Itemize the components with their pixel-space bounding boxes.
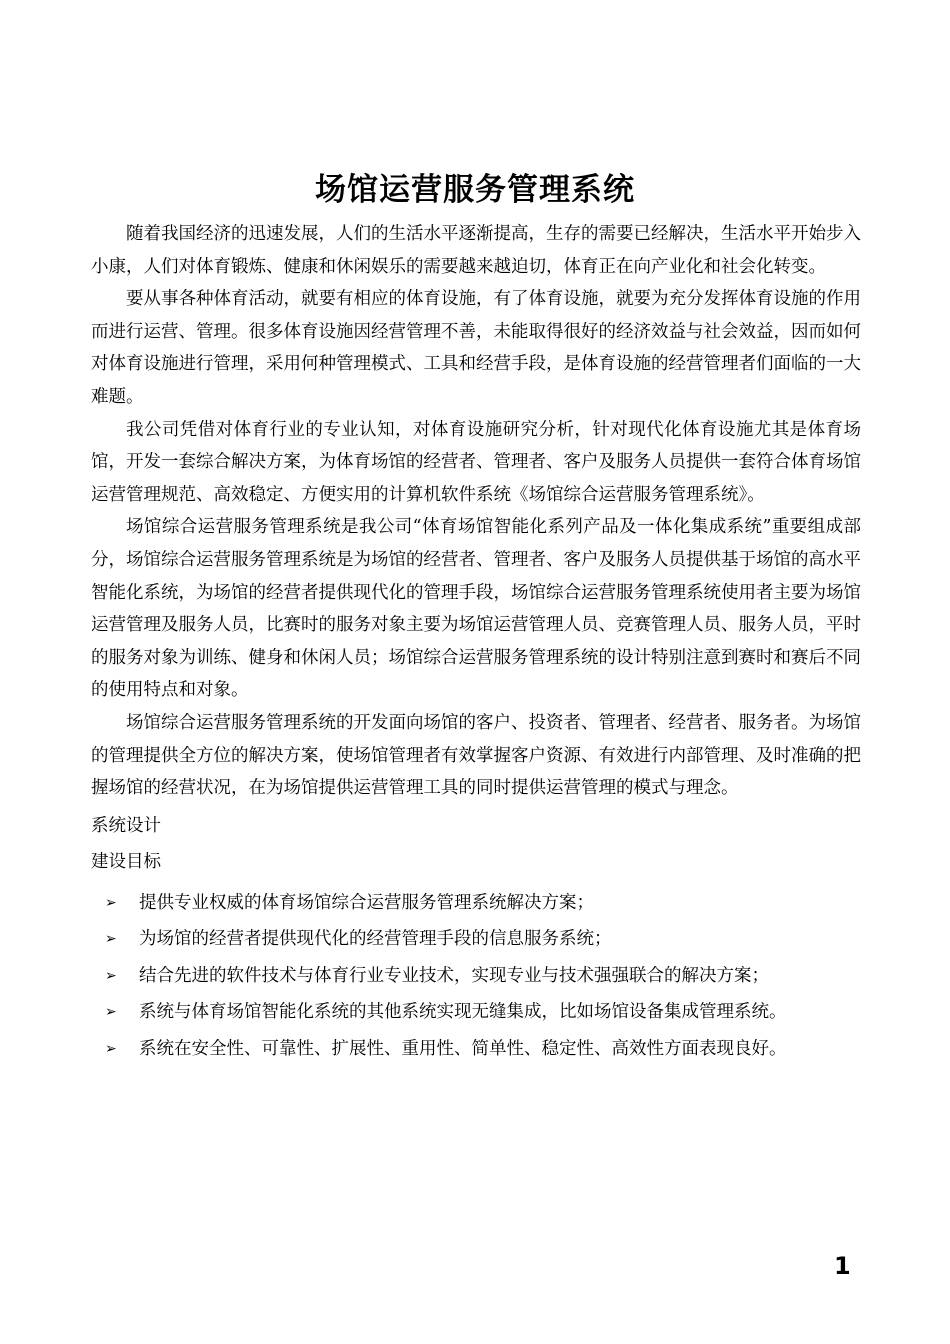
list-item-text: 提供专业权威的体育场馆综合运营服务管理系统解决方案；	[139, 892, 594, 913]
paragraph-3: 我公司凭借对体育行业的专业认知，对体育设施研究分析，针对现代化体育设施尤其是体育场馆，开发一套综合解决方案，为体育场馆的经营者、管理者、客户及服务人员提供一套符合体育场馆运营管理规范、高效稳定、方便实用的计算机软件系统《场馆综合运营服务管理系统》。	[91, 419, 861, 505]
list-item-text: 系统在安全性、可靠性、扩展性、重用性、简单性、稳定性、高效性方面表现良好。	[139, 1038, 787, 1059]
paragraph-5: 场馆综合运营服务管理系统的开发面向场馆的客户、投资者、管理者、经营者、服务者。为场馆的管理提供全方位的解决方案，使场馆管理者有效掌握客户资源、有效进行内部管理、及时准确的把握场馆的经营状况，在为场馆提供运营管理工具的同时提供运营管理的模式与理念。	[91, 712, 861, 799]
page-number: 1	[834, 1252, 851, 1280]
arrow-bullet-icon: ➢	[105, 894, 117, 911]
list-item-text: 为场馆的经营者提供现代化的经营管理手段的信息服务系统；	[139, 929, 612, 950]
arrow-bullet-icon: ➢	[105, 931, 117, 948]
list-item	[91, 921, 861, 958]
section-heading: 系统设计	[91, 815, 161, 836]
list-item	[91, 994, 861, 1031]
list-item	[91, 958, 861, 995]
arrow-bullet-icon: ➢	[105, 967, 117, 984]
document-body	[91, 218, 861, 1067]
arrow-bullet-icon: ➢	[105, 1040, 117, 1057]
goal-list	[91, 885, 861, 1068]
document-title: 场馆运营服务管理系统	[315, 172, 635, 208]
list-item	[91, 1031, 861, 1068]
paragraph-1: 随着我国经济的迅速发展，人们的生活水平逐渐提高，生存的需要已经解决，生活水平开始步入小康，人们对体育锻炼、健康和休闲娱乐的需要越来越迫切，体育正在向产业化和社会化转变。	[91, 224, 861, 277]
subsection-heading: 建设目标	[91, 851, 161, 872]
paragraph-4: 场馆综合运营服务管理系统是我公司“体育场馆智能化系列产品及一体化集成系统”重要组成部分，场馆综合运营服务管理系统是为场馆的经营者、管理者、客户及服务人员提供基于场馆的高水平智能化系统，为场馆的经营者提供现代化的管理手段，场馆综合运营服务管理系统使用者主要为场馆运营管理及服务人员，比赛时的服务对象主要为场馆运营管理人员、竞赛管理人员、服务人员，平时的服务对象为训练、健身和休闲人员；场馆综合运营服务管理系统的设计特别注意到赛时和赛后不同的使用特点和对象。	[91, 517, 861, 701]
paragraph-2: 要从事各种体育活动，就要有相应的体育设施，有了体育设施，就要为充分发挥体育设施的作用而进行运营、管理。很多体育设施因经营管理不善，未能取得很好的经济效益与社会效益，因而如何对体育设施进行管理，采用何种管理模式、工具和经营手段，是体育设施的经营管理者们面临的一大难题。	[91, 289, 861, 407]
list-item	[91, 885, 861, 922]
list-item-text: 结合先进的软件技术与体育行业专业技术，实现专业与技术强强联合的解决方案；	[139, 965, 769, 986]
list-item-text: 系统与体育场馆智能化系统的其他系统实现无缝集成，比如场馆设备集成管理系统。	[139, 1002, 787, 1023]
arrow-bullet-icon: ➢	[105, 1004, 117, 1021]
